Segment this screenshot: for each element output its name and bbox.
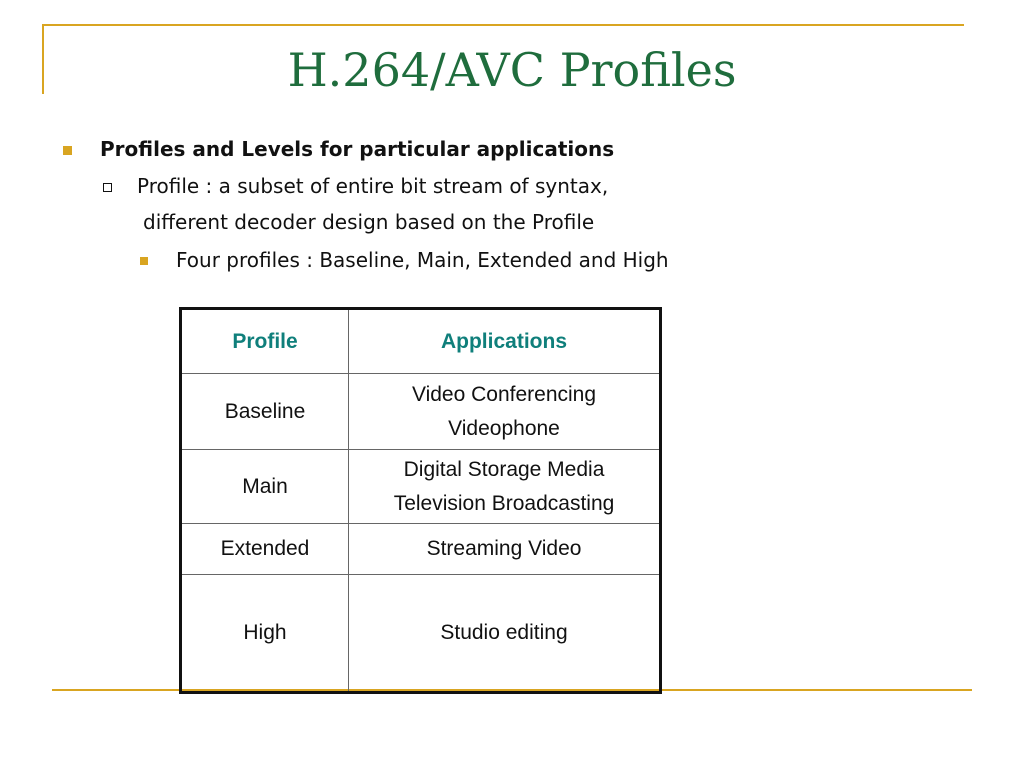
profile-cell: Main — [181, 450, 349, 524]
bullet-level1: Profiles and Levels for particular applications — [100, 137, 615, 161]
application-item: Television Broadcasting — [393, 491, 615, 515]
application-item: Streaming Video — [426, 537, 582, 560]
profile-cell: Baseline — [181, 374, 349, 450]
application-item: Studio editing — [440, 621, 568, 644]
header-profile: Profile — [181, 309, 349, 374]
bullet-level2-line1: Profile : a subset of entire bit stream of syntax, — [137, 174, 609, 198]
profile-cell: Extended — [181, 524, 349, 575]
frame-top-line — [42, 24, 964, 26]
applications-cell — [349, 450, 661, 524]
table-row — [181, 450, 661, 524]
bullet-square-icon — [63, 146, 72, 155]
application-item: Digital Storage Media — [403, 457, 605, 481]
table-header-row — [181, 309, 661, 374]
applications-cell — [349, 524, 661, 575]
bullet-square-icon — [140, 257, 148, 265]
bullet-hollow-square-icon — [103, 183, 112, 192]
table-row — [181, 524, 661, 575]
application-item: Videophone — [448, 416, 560, 440]
table-row — [181, 575, 661, 693]
header-applications: Applications — [349, 309, 661, 374]
applications-cell — [349, 374, 661, 450]
bullet-level3: Four profiles : Baseline, Main, Extended and High — [176, 248, 669, 272]
bullet-level2-line2: different decoder design based on the Profile — [143, 210, 595, 234]
profile-cell: High — [181, 575, 349, 693]
slide-title: H.264/AVC Profiles — [287, 43, 737, 97]
applications-cell — [349, 575, 661, 693]
profiles-table — [179, 307, 662, 694]
table-row — [181, 374, 661, 450]
application-item: Video Conferencing — [411, 382, 597, 406]
